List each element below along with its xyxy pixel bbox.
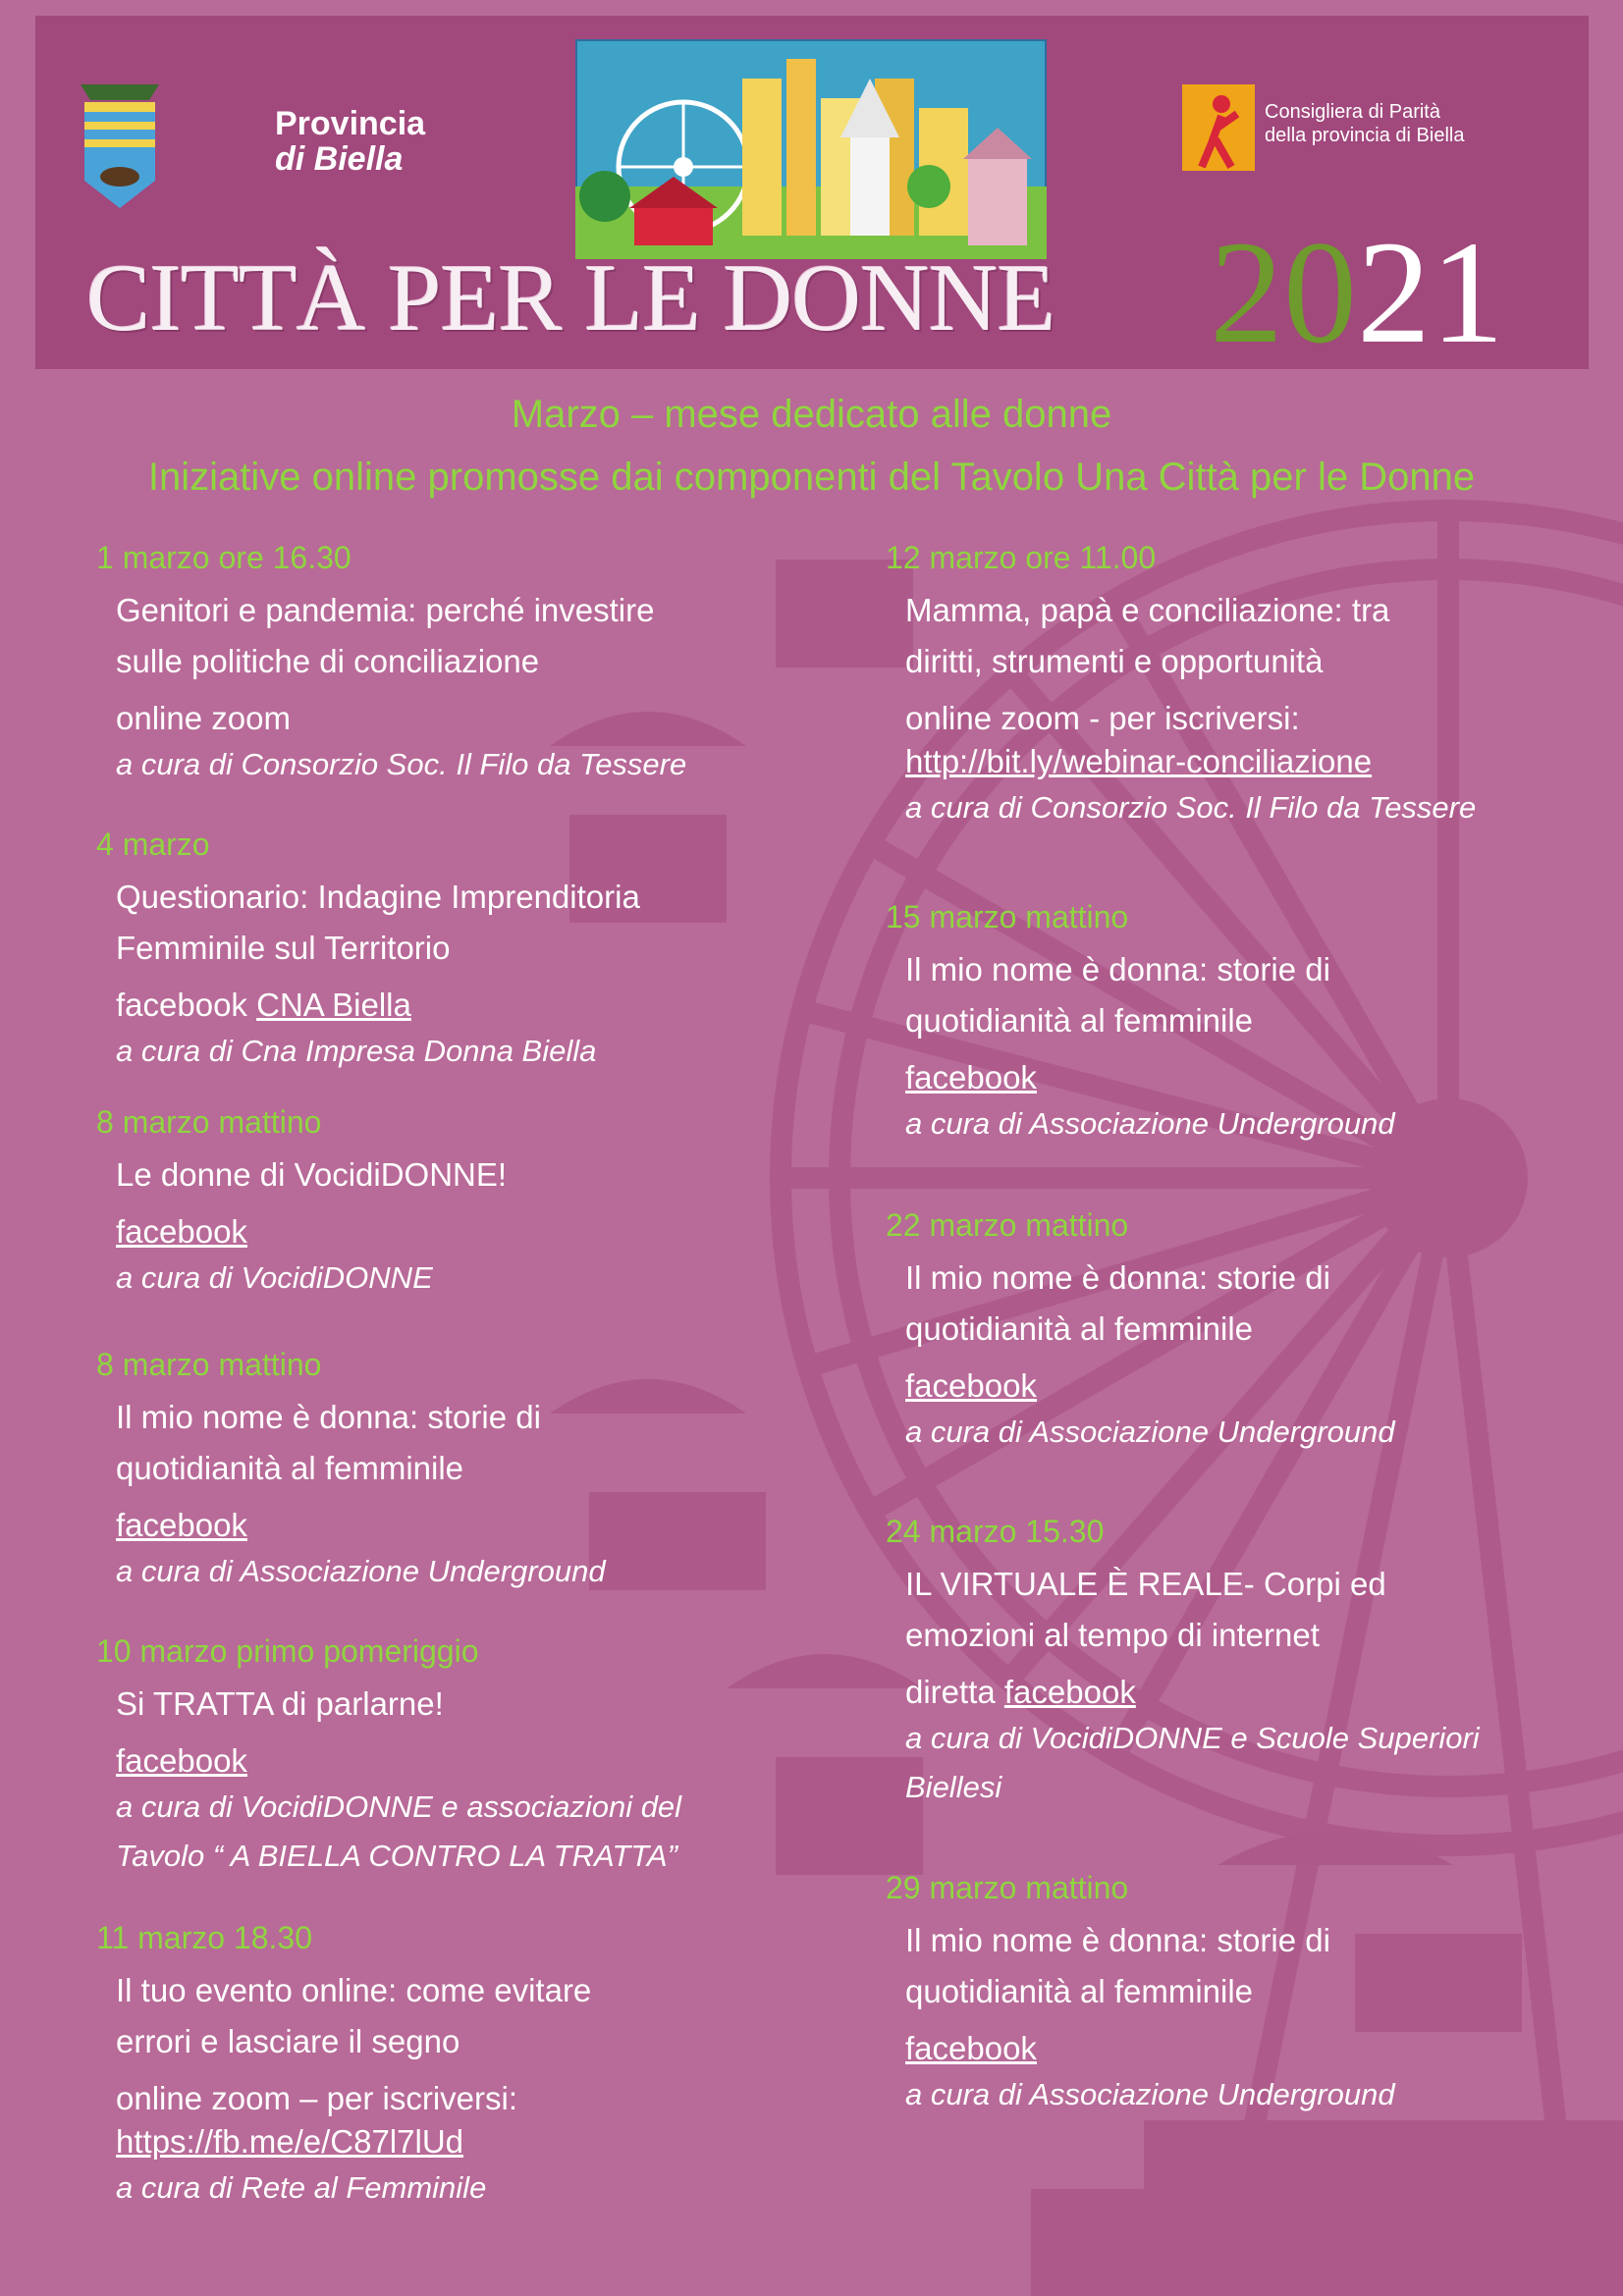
event-organizer — [905, 1099, 1573, 1148]
event-location — [905, 1671, 1573, 1714]
facebook-link[interactable]: facebook — [116, 1213, 247, 1250]
title-text: CITTÀ PER LE DONNE — [86, 245, 1055, 351]
event-location — [116, 1210, 803, 1254]
organizer-line: a cura di Associazione Underground — [905, 2077, 1395, 2111]
event-title — [116, 872, 803, 974]
event-title-line: Mamma, papà e conciliazione: tra — [905, 592, 1390, 628]
event-date: 11 marzo 18.30 — [96, 1920, 312, 1955]
event-title-line: IL VIRTUALE È REALE- Corpi ed — [905, 1566, 1386, 1602]
event-organizer — [116, 1783, 803, 1881]
event-title-line: Le donne di VocidiDONNE! — [116, 1156, 508, 1193]
location-prefix: diretta — [905, 1674, 1004, 1710]
year-green: 20 — [1210, 211, 1357, 374]
organizer-line: a cura di VocidiDONNE e Scuole Superiori — [905, 1721, 1480, 1755]
organizer-line: a cura di VocidiDONNE — [116, 1260, 433, 1295]
organizer-line: a cura di Cna Impresa Donna Biella — [116, 1034, 597, 1068]
subtitle-line2: Iniziative online promosse dai componenti del Tavolo Una Città per le Donne — [147, 455, 1476, 499]
event-organizer — [905, 2070, 1573, 2119]
event-title — [905, 1915, 1573, 2017]
event-title — [905, 1559, 1573, 1661]
event-title-line: Genitori e pandemia: perché investire — [116, 592, 655, 628]
event-item — [96, 1631, 803, 1881]
event-organizer — [905, 1714, 1573, 1812]
event-date: 8 marzo mattino — [96, 1104, 322, 1140]
event-organizer — [116, 740, 803, 789]
event-title — [905, 944, 1573, 1046]
facebook-link[interactable]: facebook — [1003, 1674, 1136, 1710]
event-title-line: Femminile sul Territorio — [116, 930, 451, 966]
event-title-line: Si TRATTA di parlarne! — [116, 1685, 444, 1722]
event-item — [886, 1512, 1573, 1812]
event-location — [116, 984, 803, 1027]
event-date: 24 marzo 15.30 — [886, 1514, 1105, 1549]
event-item — [96, 1918, 803, 2213]
event-title-line: Questionario: Indagine Imprenditoria — [116, 879, 640, 915]
consigliera-line1: Consigliera di Parità — [1265, 101, 1440, 123]
organizer-line: a cura di Consorzio Soc. Il Filo da Tessere — [905, 790, 1477, 825]
event-title-line: emozioni al tempo di internet — [905, 1617, 1320, 1653]
facebook-link[interactable]: facebook — [116, 1742, 247, 1779]
event-title-line: quotidianità al femminile — [905, 1002, 1254, 1039]
event-organizer — [116, 1254, 803, 1303]
consigliera-logo — [1182, 84, 1506, 192]
event-date: 22 marzo mattino — [886, 1207, 1129, 1243]
event-location: online zoom — [116, 700, 291, 736]
event-title-line: diritti, strumenti e opportunità — [905, 643, 1324, 679]
consigliera-line2: della provincia di Biella — [1265, 125, 1465, 146]
event-title-line: Il mio nome è donna: storie di — [905, 951, 1330, 988]
title-year — [1210, 208, 1504, 377]
facebook-link[interactable]: facebook — [905, 1059, 1037, 1095]
provincia-logo-text — [275, 106, 425, 177]
event-date: 1 marzo ore 16.30 — [96, 540, 352, 575]
event-title — [116, 1679, 803, 1730]
organizer-line: a cura di Associazione Underground — [905, 1106, 1395, 1141]
event-item — [96, 1345, 803, 1596]
organizer-line: a cura di Rete al Femminile — [116, 2170, 487, 2205]
consigliera-text — [1265, 100, 1464, 147]
main-title — [53, 211, 1585, 374]
event-item — [886, 538, 1573, 832]
event-item — [96, 538, 803, 789]
event-organizer — [905, 783, 1573, 832]
event-title-line: Il tuo evento online: come evitare — [116, 1972, 592, 2008]
event-location — [905, 2027, 1573, 2070]
event-title-line: Il mio nome è donna: storie di — [905, 1259, 1330, 1296]
event-item — [96, 825, 803, 1076]
organizer-line: a cura di Associazione Underground — [905, 1415, 1395, 1449]
event-date: 29 marzo mattino — [886, 1870, 1129, 1905]
organizer-line: a cura di Consorzio Soc. Il Filo da Tessere — [116, 747, 687, 781]
event-date: 10 marzo primo pomeriggio — [96, 1633, 479, 1669]
event-location — [905, 1364, 1573, 1408]
event-date: 8 marzo mattino — [96, 1347, 322, 1382]
event-location — [905, 1056, 1573, 1099]
event-title-line: Il mio nome è donna: storie di — [905, 1922, 1330, 1958]
event-item — [886, 897, 1573, 1148]
event-title-line: quotidianità al femminile — [116, 1450, 464, 1486]
event-date: 4 marzo — [96, 827, 210, 862]
event-title-line: quotidianità al femminile — [905, 1310, 1254, 1347]
facebook-link[interactable]: facebook — [116, 1507, 247, 1543]
event-location — [116, 1739, 803, 1783]
event-location — [116, 1504, 803, 1547]
cna-biella-link[interactable]: CNA Biella — [256, 987, 411, 1023]
facebook-link[interactable]: facebook — [905, 1367, 1037, 1404]
location-prefix: facebook — [116, 987, 257, 1023]
year-white: 21 — [1357, 211, 1504, 374]
registration-link[interactable]: https://fb.me/e/C87l7lUd — [116, 2123, 464, 2160]
event-title-line: errori e lasciare il segno — [116, 2023, 460, 2059]
event-location: online zoom – per iscriversi: — [116, 2080, 517, 2116]
event-organizer — [116, 2163, 803, 2213]
event-title — [116, 1392, 803, 1494]
event-organizer — [116, 1547, 803, 1596]
provincia-line2: di Biella — [275, 140, 404, 178]
facebook-link[interactable]: facebook — [905, 2030, 1037, 2066]
event-organizer — [905, 1408, 1573, 1457]
organizer-line: a cura di VocidiDONNE e associazioni del — [116, 1789, 682, 1824]
event-date: 15 marzo mattino — [886, 899, 1129, 934]
registration-link[interactable]: http://bit.ly/webinar-conciliazione — [905, 743, 1373, 779]
event-organizer — [116, 1027, 803, 1076]
event-title-line: sulle politiche di conciliazione — [116, 643, 540, 679]
consigliera-figure-icon — [1182, 84, 1255, 171]
event-item — [886, 1868, 1573, 2119]
event-date: 12 marzo ore 11.00 — [886, 540, 1157, 575]
provincia-crest-icon — [71, 79, 169, 216]
event-title-line: quotidianità al femminile — [905, 1973, 1254, 2009]
event-title — [116, 1149, 803, 1201]
subtitle-line1: Marzo – mese dedicato alle donne — [511, 393, 1112, 436]
event-item — [886, 1205, 1573, 1457]
event-title — [905, 585, 1573, 687]
event-title — [116, 1965, 803, 2067]
event-item — [96, 1102, 803, 1303]
event-title — [905, 1253, 1573, 1355]
provincia-line1: Provincia — [275, 105, 426, 142]
event-location: online zoom - per iscriversi: — [905, 700, 1300, 736]
organizer-line: Biellesi — [905, 1770, 1002, 1804]
event-title-line: Il mio nome è donna: storie di — [116, 1399, 541, 1435]
organizer-line: Tavolo “ A BIELLA CONTRO LA TRATTA” — [116, 1839, 677, 1873]
organizer-line: a cura di Associazione Underground — [116, 1554, 606, 1588]
event-title — [116, 585, 803, 687]
